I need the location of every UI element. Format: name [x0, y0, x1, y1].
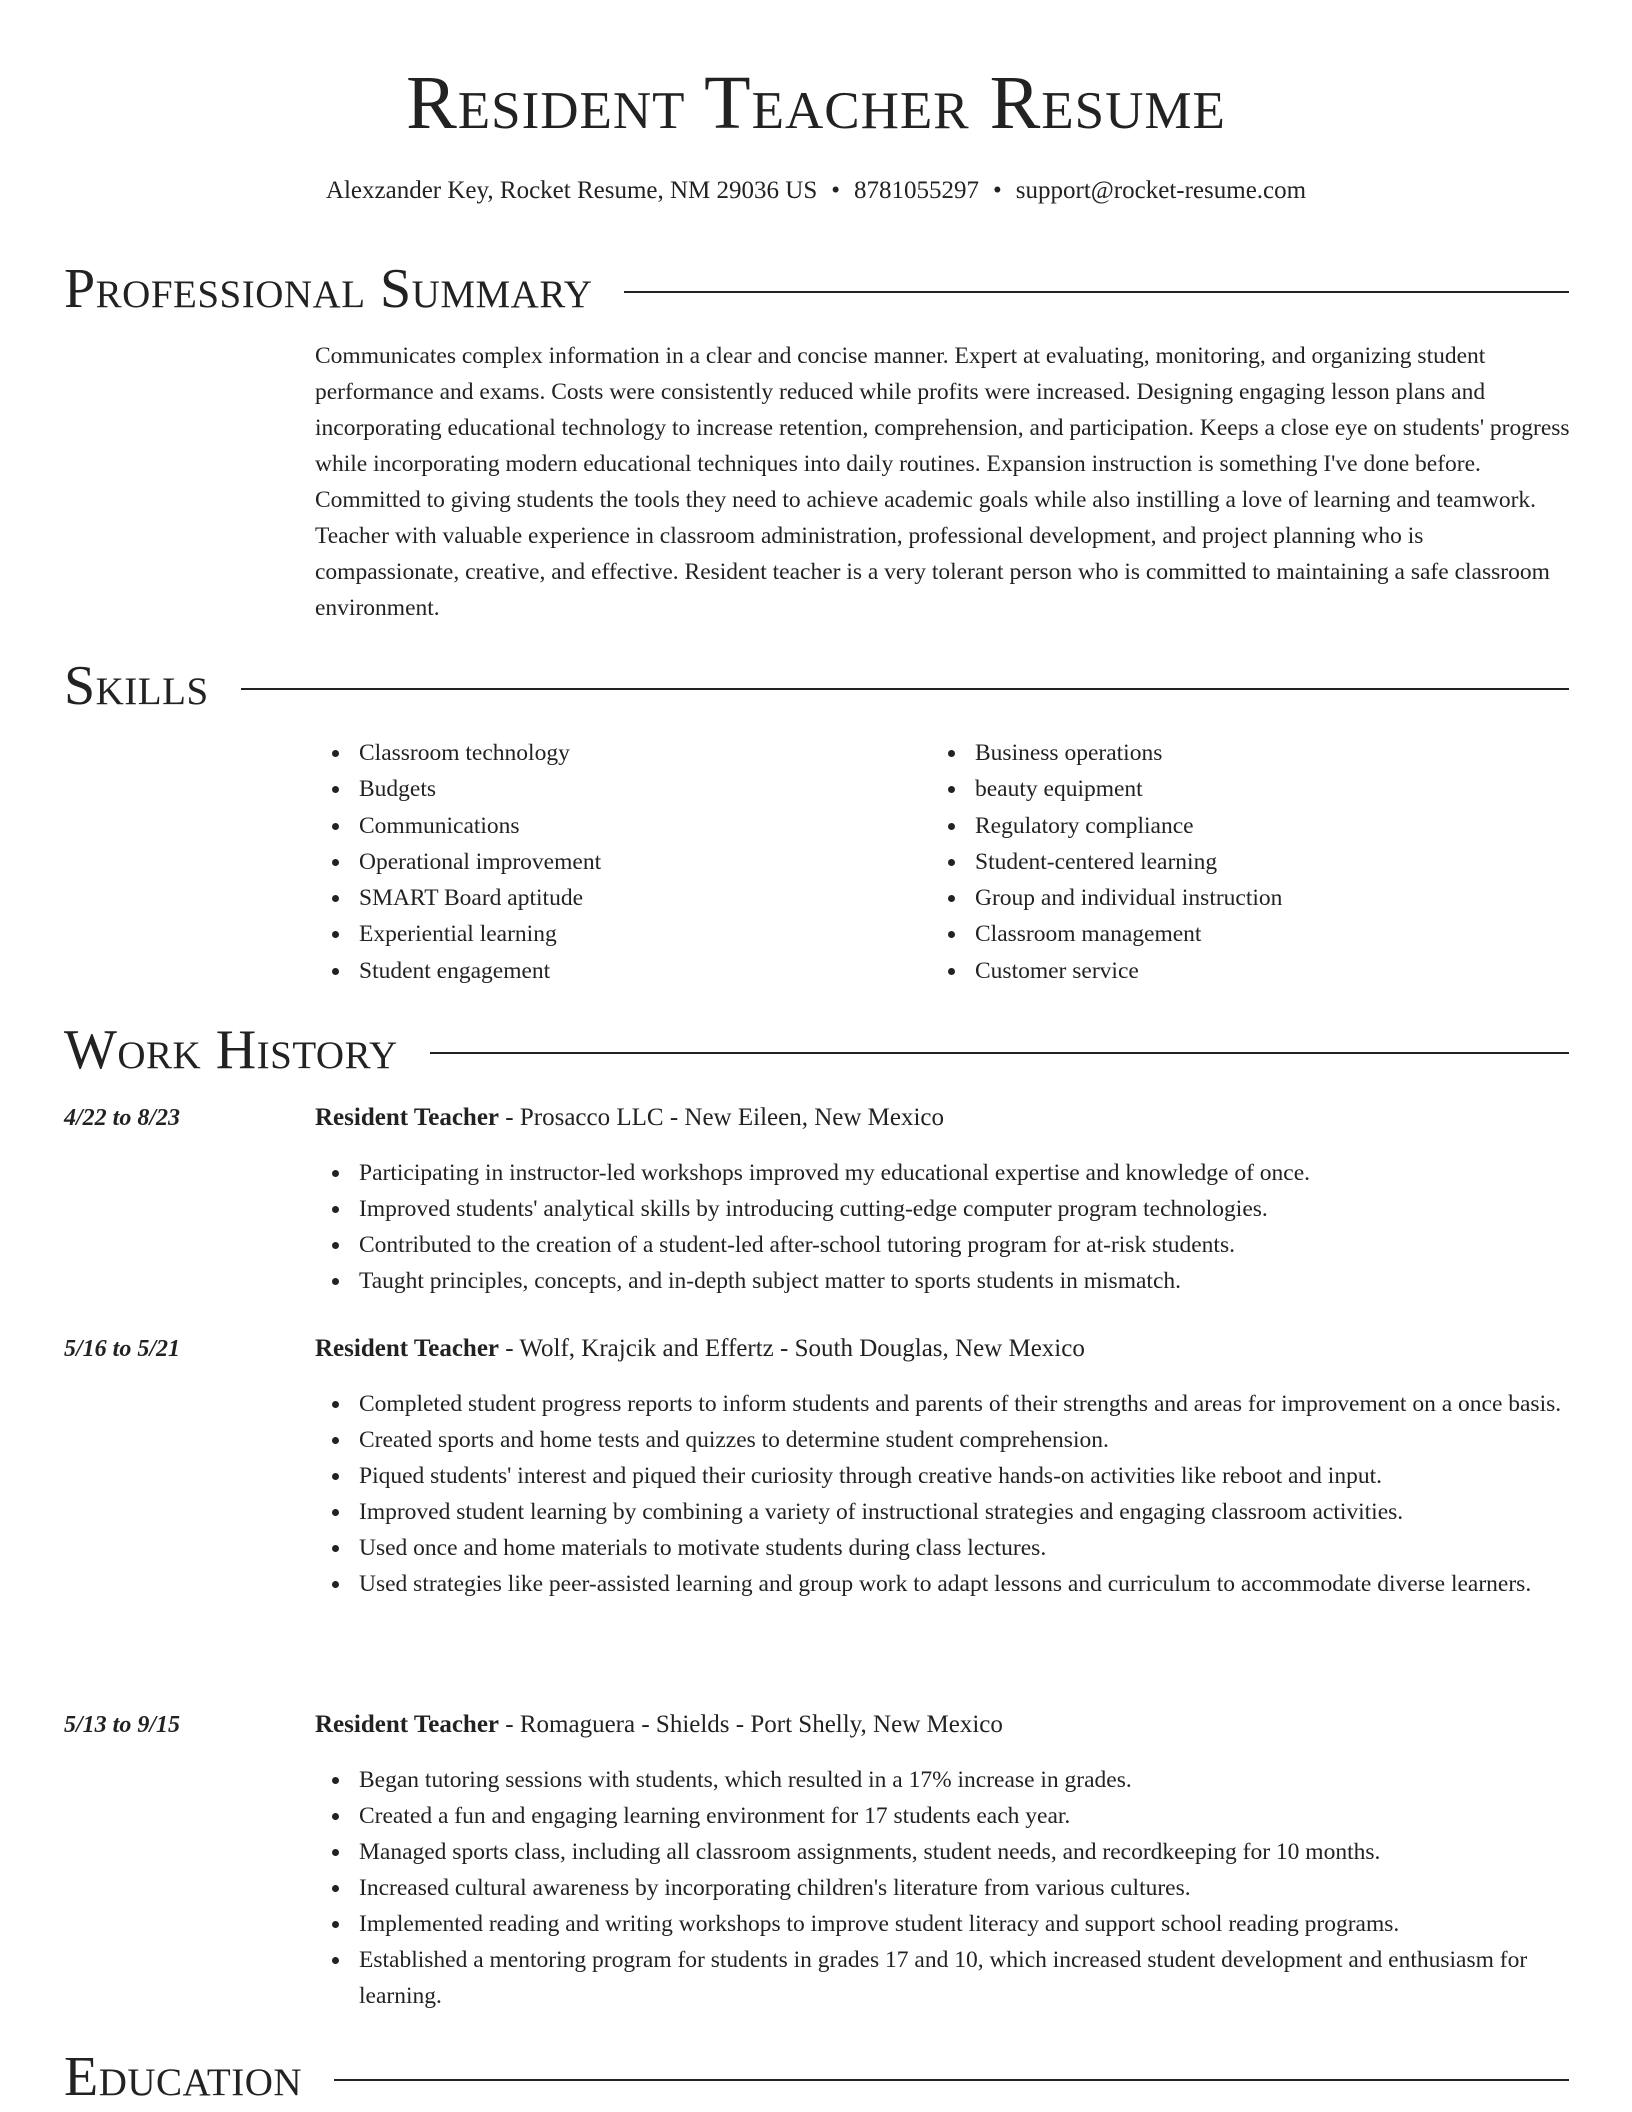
skill-item: Business operations: [975, 735, 1282, 771]
contact-email: support@rocket-resume.com: [1015, 177, 1307, 204]
section-header-skills: [64, 651, 1569, 721]
skill-item: Student-centered learning: [975, 844, 1282, 880]
skill-item: Budgets: [359, 771, 601, 807]
job-heading: [315, 1707, 1003, 1743]
job-employer: - Romaguera - Shields - Port Shelly, New Mexico: [499, 1711, 1003, 1738]
job-bullet: Taught principles, concepts, and in-depth subject matter to sports students in mismatch.: [359, 1263, 1589, 1299]
skill-item: Student engagement: [359, 953, 601, 989]
skill-item: Regulatory compliance: [975, 808, 1282, 844]
skill-item: Classroom technology: [359, 735, 601, 771]
section-title-work-history: Work History: [64, 1019, 398, 1081]
job-employer: - Wolf, Krajcik and Effertz - South Douglas, New Mexico: [499, 1335, 1085, 1362]
job-bullet: Managed sports class, including all classroom assignments, student needs, and recordkeeping for 10 months.: [359, 1834, 1589, 1870]
job-employer: - Prosacco LLC - New Eileen, New Mexico: [499, 1104, 945, 1131]
job-bullet: Used strategies like peer-assisted learning and group work to adapt lessons and curriculum to accommodate diverse learners.: [359, 1566, 1589, 1602]
skill-item: Classroom management: [975, 916, 1282, 952]
section-divider: [334, 2079, 1569, 2081]
section-header-education: [64, 2042, 1569, 2112]
section-header-work-history: [64, 1015, 1569, 1085]
summary-text: Communicates complex information in a clear and concise manner. Expert at evaluating, monitoring, and organizing student performance and exams. Costs were consistently reduced while profits were increased. Designing engaging lesson plans and incorporating educational technology to increase retention, comprehension, and participation. Keeps a close eye on students' progress while incorporating modern educational techniques into daily routines. Expansion instruction is something I've done before. Committed to giving students the tools they need to achieve academic goals while also instilling a love of learning and teamwork. Teacher with valuable experience in classroom administration, professional development, and project planning who is compassionate, creative, and effective. Resident teacher is a very tolerant person who is committed to maintaining a safe classroom environment.: [315, 343, 1570, 621]
job-bullet: Completed student progress reports to inform students and parents of their strengths and areas for improvement on a once basis.: [359, 1386, 1589, 1422]
contact-line: [0, 174, 1632, 208]
job-heading: [315, 1331, 1085, 1367]
job-bullet: Improved student learning by combining a variety of instructional strategies and engaging classroom activities.: [359, 1494, 1589, 1530]
skill-item: Customer service: [975, 953, 1282, 989]
skill-item: Communications: [359, 808, 601, 844]
job-title: Resident Teacher: [315, 1104, 500, 1131]
job-bullets: [315, 1386, 1589, 1602]
contact-separator: •: [831, 177, 841, 204]
job-bullet: Increased cultural awareness by incorporating children's literature from various cultures.: [359, 1870, 1589, 1906]
skill-item: Experiential learning: [359, 916, 601, 952]
contact-phone: 8781055297: [854, 177, 980, 204]
section-divider: [430, 1052, 1569, 1054]
skill-item: Operational improvement: [359, 844, 601, 880]
job-bullet: Implemented reading and writing workshops to improve student literacy and support school reading programs.: [359, 1906, 1589, 1942]
job-title: Resident Teacher: [315, 1711, 500, 1738]
section-title-summary: Professional Summary: [64, 258, 593, 320]
contact-separator: •: [993, 177, 1002, 204]
skills-list-left: [315, 735, 601, 989]
job-bullets: [315, 1155, 1589, 1299]
job-heading: [315, 1100, 944, 1136]
section-header-summary: [64, 254, 1569, 324]
section-title-skills: Skills: [64, 655, 209, 717]
skills-list-right: [931, 735, 1282, 989]
section-divider: [241, 688, 1569, 690]
job-bullet: Piqued students' interest and piqued their curiosity through creative hands-on activities like reboot and input.: [359, 1458, 1589, 1494]
job-bullet: Created sports and home tests and quizzes to determine student comprehension.: [359, 1422, 1589, 1458]
skill-item: beauty equipment: [975, 771, 1282, 807]
job-dates: 5/16 to 5/21: [64, 1336, 181, 1362]
skill-item: Group and individual instruction: [975, 880, 1282, 916]
job-title: Resident Teacher: [315, 1335, 500, 1362]
job-bullet: Used once and home materials to motivate students during class lectures.: [359, 1530, 1589, 1566]
job-bullet: Began tutoring sessions with students, which resulted in a 17% increase in grades.: [359, 1762, 1589, 1798]
contact-address: Alexzander Key, Rocket Resume, NM 29036 US: [325, 177, 818, 204]
job-bullet: Contributed to the creation of a student-led after-school tutoring program for at-risk students.: [359, 1227, 1589, 1263]
job-bullet: Participating in instructor-led workshops improved my educational expertise and knowledge of once.: [359, 1155, 1589, 1191]
job-dates: 5/13 to 9/15: [64, 1712, 181, 1738]
section-divider: [624, 291, 1569, 293]
section-title-education: Education: [64, 2046, 303, 2108]
job-bullet: Created a fun and engaging learning environment for 17 students each year.: [359, 1798, 1589, 1834]
job-bullets: [315, 1762, 1589, 2014]
document-title: Resident Teacher Resume: [406, 61, 1226, 145]
job-bullet: Improved students' analytical skills by introducing cutting-edge computer program technologies.: [359, 1191, 1589, 1227]
job-bullet: Established a mentoring program for students in grades 17 and 10, which increased student development and enthusiasm for learning.: [359, 1942, 1589, 2014]
job-dates: 4/22 to 8/23: [64, 1105, 181, 1131]
skill-item: SMART Board aptitude: [359, 880, 601, 916]
